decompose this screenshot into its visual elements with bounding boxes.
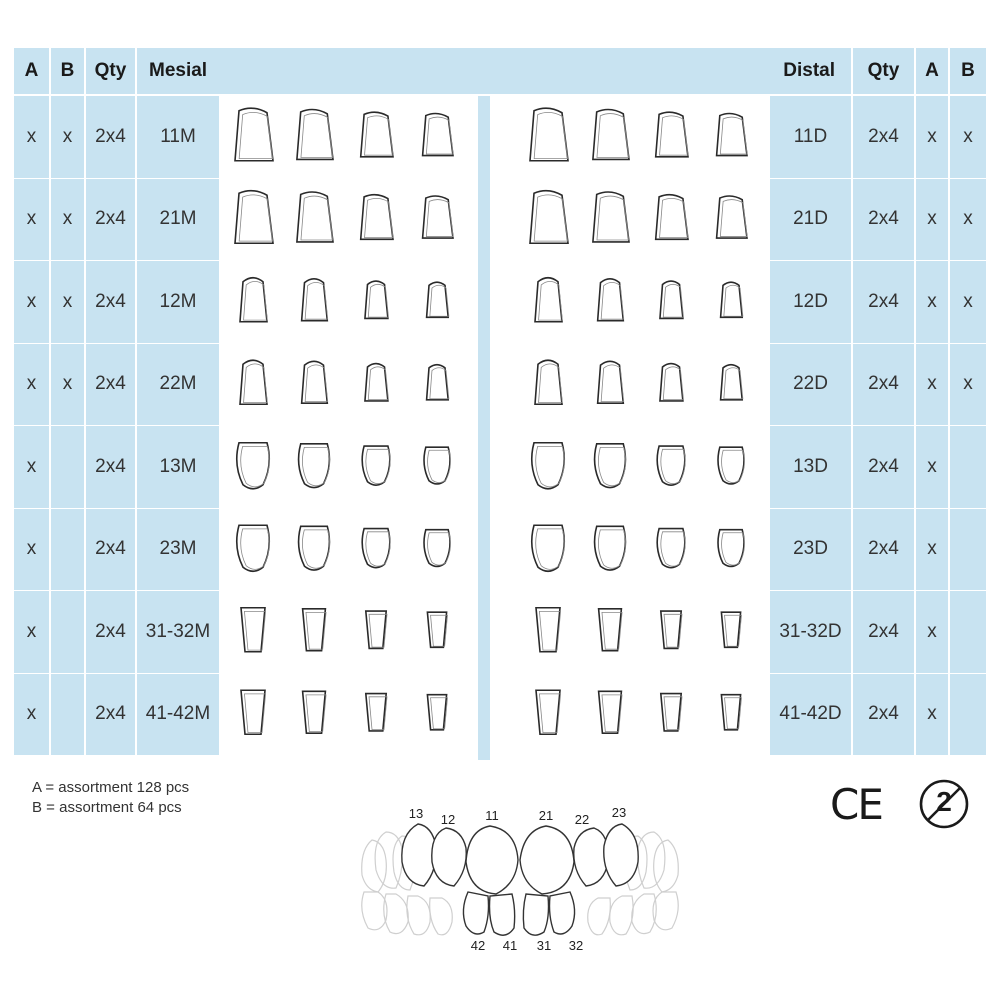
cell-mesial-code: 12M [137,261,219,343]
cell-b-right [950,591,986,673]
cell-distal-code: 12D [770,261,851,343]
header-b-left: B [51,48,84,94]
distal-panel [490,96,770,760]
cell-mesial-code: 31-32M [137,591,219,673]
ce-mark: CE [830,780,882,829]
cell-distal-code: 21D [770,179,851,261]
cell-qty-right: 2x4 [853,344,914,426]
header-mesial: Mesial [149,60,208,81]
cell-distal-code: 13D [770,426,851,508]
cell-qty-left: 2x4 [86,344,135,426]
single-use-icon [918,778,970,830]
header-distal: Distal [783,60,835,81]
cell-a-left: x [14,261,49,343]
cell-a-left: x [14,344,49,426]
cell-a-right: x [916,591,948,673]
cell-b-right: x [950,261,986,343]
upper-tooth-label: 23 [611,805,627,820]
dental-arch-diagram [350,800,690,960]
legend-a: A = assortment 128 pcs [32,779,190,796]
cell-b-right [950,674,986,756]
mesial-panel [219,96,478,760]
cell-a-right: x [916,674,948,756]
cell-a-left: x [14,591,49,673]
header-b-right: B [950,48,986,94]
lower-tooth-label: 42 [470,938,486,953]
cell-mesial-code: 21M [137,179,219,261]
cell-qty-left: 2x4 [86,179,135,261]
upper-tooth-label: 13 [408,806,424,821]
cell-mesial-code: 22M [137,344,219,426]
legend [32,778,189,818]
cell-b-left: x [51,261,84,343]
legend-b: B = assortment 64 pcs [32,799,182,816]
cell-qty-right: 2x4 [853,509,914,591]
cell-a-left: x [14,509,49,591]
cell-b-left: x [51,179,84,261]
cell-qty-right: 2x4 [853,426,914,508]
cell-qty-left: 2x4 [86,96,135,178]
cell-a-right: x [916,426,948,508]
lower-tooth-label: 41 [502,938,518,953]
cell-b-left [51,591,84,673]
cell-mesial-code: 11M [137,96,219,178]
cell-qty-left: 2x4 [86,591,135,673]
cell-a-left: x [14,96,49,178]
cell-a-right: x [916,344,948,426]
cell-distal-code: 11D [770,96,851,178]
cell-b-left [51,674,84,756]
cell-mesial-code: 13M [137,426,219,508]
cell-qty-right: 2x4 [853,179,914,261]
cell-a-left: x [14,179,49,261]
cell-qty-left: 2x4 [86,426,135,508]
cell-qty-right: 2x4 [853,591,914,673]
cell-b-left [51,509,84,591]
cell-qty-right: 2x4 [853,674,914,756]
lower-tooth-label: 31 [536,938,552,953]
cell-b-left [51,426,84,508]
cell-a-left: x [14,674,49,756]
panel-divider [478,96,490,760]
cell-distal-code: 31-32D [770,591,851,673]
upper-tooth-label: 21 [538,808,554,823]
cell-qty-left: 2x4 [86,509,135,591]
cell-distal-code: 23D [770,509,851,591]
upper-tooth-label: 11 [485,808,499,823]
cell-b-right: x [950,96,986,178]
upper-tooth-label: 22 [574,812,590,827]
cell-b-right [950,426,986,508]
cell-qty-left: 2x4 [86,261,135,343]
cell-qty-right: 2x4 [853,96,914,178]
cell-a-right: x [916,96,948,178]
cell-mesial-code: 41-42M [137,674,219,756]
cell-qty-right: 2x4 [853,261,914,343]
lower-tooth-label: 32 [568,938,584,953]
cell-b-right: x [950,179,986,261]
header-qty-left: Qty [86,48,135,94]
upper-tooth-label: 12 [440,812,456,827]
cell-a-left: x [14,426,49,508]
cell-b-left: x [51,96,84,178]
cell-a-right: x [916,509,948,591]
header-qty-right: Qty [853,48,914,94]
header-mesial-bar [137,48,851,94]
cell-a-right: x [916,179,948,261]
cell-a-right: x [916,261,948,343]
cell-b-right [950,509,986,591]
cell-qty-left: 2x4 [86,674,135,756]
cell-mesial-code: 23M [137,509,219,591]
cell-distal-code: 41-42D [770,674,851,756]
header-a-left: A [14,48,49,94]
single-use-number: 2 [936,786,952,817]
cell-b-left: x [51,344,84,426]
header-a-right: A [916,48,948,94]
cell-b-right: x [950,344,986,426]
cell-distal-code: 22D [770,344,851,426]
